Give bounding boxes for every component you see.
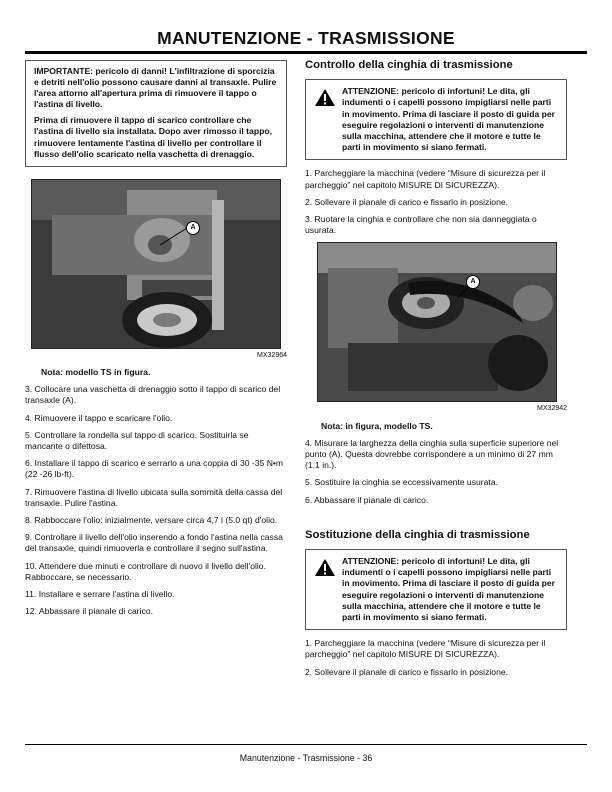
section-title-belt-replacement: Sostituzione della cinghia di trasmissione — [305, 528, 530, 541]
warning-text: ATTENZIONE: pericolo di infortuni! Le dita, gli indumenti o i capelli possono impigliarsi nelle parti in movimento. Prima di lasciare il posto di guida per eseguire regolazioni o interventi di manutenzione sulla macchina, attendere che il motore e tutte le parti in movimento si siano fermati. — [342, 556, 555, 623]
important-paragraph: Prima di rimuovere il tappo di scarico controllare che l'astina di livello sia installata. Dopo aver rimosso il tappo, rimuovere lentamente l'astina di livello per controllare il flusso dell'olio scaricato nella vaschetta di drenaggio. — [34, 115, 272, 159]
step: 7. Rimuovere l'astina di livello ubicata sulla sommità della cassa del transaxle. Pulire l'astina. — [25, 486, 283, 508]
belt-photo — [317, 242, 557, 402]
image-code: MX32942 — [537, 405, 567, 413]
step: 5. Sostituire la cinghia se eccessivamente usurata. — [305, 477, 498, 488]
drive-belt-illustration — [318, 243, 556, 401]
step: 6. Installare il tappo di scarico e serrarlo a una coppia di 30 -35 N•m (22 -26 lb-ft). — [25, 458, 284, 480]
step: 3. Collocare una vaschetta di drenaggio sotto il tappo di scarico del transaxle (A). — [25, 384, 281, 406]
warning-triangle-icon — [314, 88, 336, 110]
callout-a: A — [466, 275, 480, 289]
warning-text: ATTENZIONE: pericolo di infortuni! Le dita, gli indumenti o i capelli possono impigliarsi nelle parti in movimento. Prima di lasciare il posto di guida per eseguire regolazioni o interventi di manutenzione sulla macchina, attendere che il motore e tutte le parti in movimento si siano fermati. — [342, 86, 555, 153]
left-column — [25, 60, 287, 623]
step: 1. Parcheggiare la macchina (vedere “Misure di sicurezza per il parcheggio” nel capitolo MISURE DI SICUREZZA). — [305, 638, 546, 660]
right-column — [305, 60, 567, 684]
page-footer: Manutenzione - Trasmissione - 36 — [25, 744, 587, 763]
step: 4. Rimuovere il tappo e scaricare l'olio. — [25, 412, 173, 423]
section-title-belt-check: Controllo della cinghia di trasmissione — [305, 59, 513, 71]
step: 3. Ruotare la cinghia e controllare che non sia danneggiata o usurata. — [305, 214, 537, 236]
important-notice — [25, 60, 287, 167]
figure-note: Nota: modello TS in figura. — [41, 366, 151, 377]
step: 12. Abbassare il pianale di carico. — [25, 606, 154, 617]
figure-note: Nota: in figura, modello TS. — [321, 420, 433, 431]
step: 5. Controllare la rondella sul tappo di scarico. Sostituirla se mancante o difettosa. — [25, 429, 249, 451]
warning-box — [305, 549, 567, 630]
transaxle-drain-illustration — [32, 180, 280, 348]
step: 9. Controllare il livello dell'olio inserendo a fondo l'astina nella cassa del transaxle, quindi rimuoverla e controllare il segno sull'astina. — [25, 532, 283, 554]
step: 11. Installare e serrare l'astina di livello. — [25, 589, 175, 599]
warning-triangle-icon — [314, 558, 336, 580]
warning-box — [305, 79, 567, 160]
important-paragraph: IMPORTANTE: pericolo di danni! L'infiltrazione di sporcizia e detriti nell'olio possono causare danni al transaxle. Pulire l'area attorno all'apertura prima di rimuovere il tappo o l'astina di livello. — [34, 66, 277, 110]
step: 8. Rabboccare l'olio: inizialmente, versare circa 4,7 l (5.0 qt) d'olio. — [25, 514, 278, 525]
step: 2. Sollevare il pianale di carico e fissarlo in posizione. — [305, 196, 509, 207]
step: 10. Attendere due minuti e controllare di nuovo il livello dell'olio. Rabboccare, se necessario. — [25, 560, 266, 582]
image-code: MX32964 — [257, 351, 287, 359]
step: 6. Abbassare il pianale di carico. — [305, 494, 429, 505]
step: 1. Parcheggiare la macchina (vedere “Misure di sicurezza per il parcheggio” nel capitolo MISURE DI SICUREZZA). — [305, 168, 546, 190]
page-title: MANUTENZIONE - TRASMISSIONE — [25, 28, 587, 54]
transaxle-drain-photo — [31, 179, 281, 349]
step: 2. Sollevare il pianale di carico e fissarlo in posizione. — [305, 666, 509, 677]
callout-a: A — [186, 221, 200, 235]
step: 4. Misurare la larghezza della cinghia sulla superficie superiore nel punto (A). Questa dovrebbe corrispondere a un minimo di 27 mm (1.1 in.). — [305, 437, 559, 471]
